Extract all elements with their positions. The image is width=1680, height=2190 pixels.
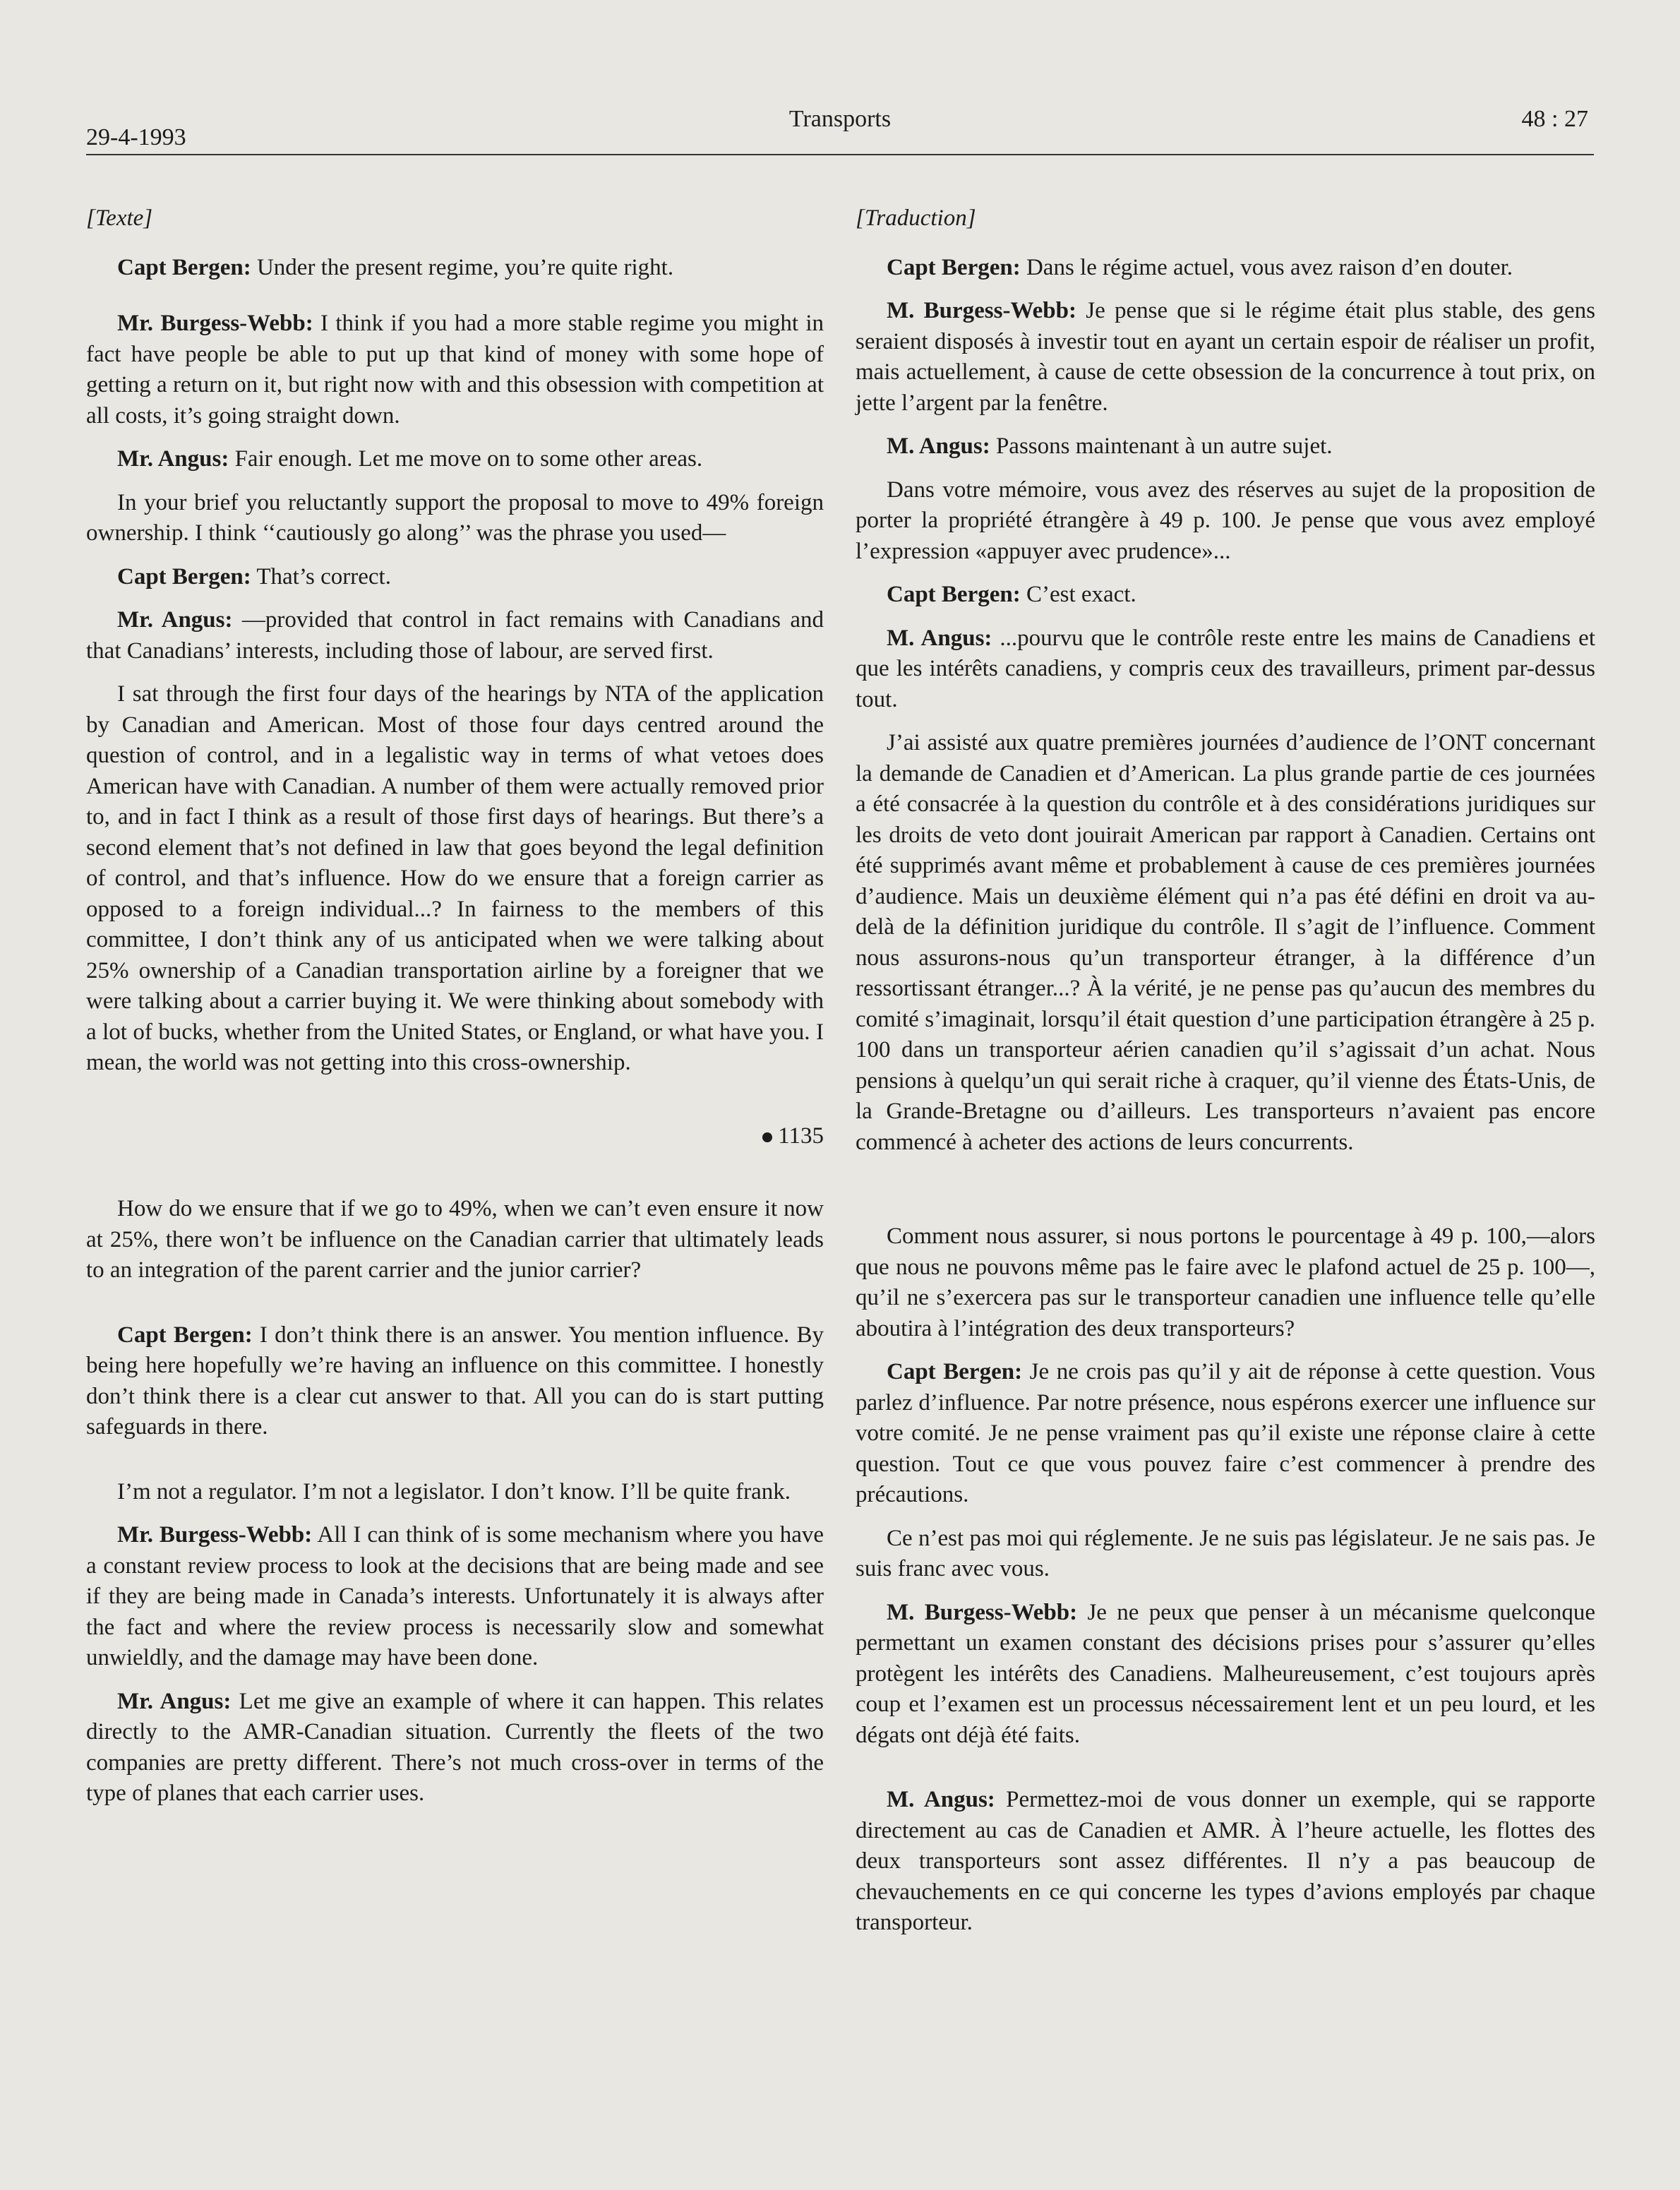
speech-text: Je ne crois pas qu’il y ait de réponse à cette question. Vous parlez d’influence. Par notre présence, nous espérons exercer une influence sur votre comité. Je ne pense vraiment pas qu’il existe une réponse claire à cette question. Tout ce que vous pouvez faire c’est commencer à prendre des précautions. (856, 1359, 1596, 1507)
paragraph: Ce n’est pas moi qui réglemente. Je ne suis pas législateur. Je ne sais pas. Je suis franc avec vous. (856, 1525, 1595, 1581)
speech-text: Fair enough. Let me move on to some other areas. (229, 446, 703, 472)
speaker-name: Mr. Angus: (117, 446, 229, 472)
speech-text: All I can think of is some mechanism where you have a constant review process to look at the decisions that are being made and see if they are being made in Canada’s interests. Unfortunately it is always after the fact and where the review process is necessarily slow and somewhat unwieldly, and the damage may have been done. (86, 1522, 824, 1670)
paragraph: I sat through the first four days of the hearings by NTA of the application by Canadian and American. Most of those four days centred around the question of control, and in a legalistic way in terms of what vetoes does American have with Canadian. A number of them were actually removed prior to, and in fact I think as a result of those first days of hearings. But there’s a second element that’s not defined in law that goes beyond the legal definition of control, and that’s influence. How do we ensure that a foreign carrier as opposed to a foreign individual...? In fairness to the members of this committee, I don’t think any of us anticipated when we were talking about 25% ownership of a Canadian transportation airline by a foreigner that we were talking about a carrier buying it. We were thinking about somebody with a lot of bucks, whether from the United States, or England, or what have you. I mean, the world was not getting into this cross-ownership. (86, 681, 824, 1075)
column-label: [Traduction] (856, 205, 976, 231)
speaker-name: Capt Bergen: (887, 254, 1021, 280)
paragraph: I’m not a regulator. I’m not a legislator. I don’t know. I’ll be quite frank. (117, 1478, 791, 1504)
paragraph (856, 623, 1595, 716)
paragraph (856, 431, 1595, 462)
speech-text: Je ne peux que penser à un mécanisme quelconque permettant un examen constant des décisions prises pour s’assurer qu’elles protègent les intérêts des Canadiens. Malheureusement, c’est toujours après coup et l’examen est un processus nécessairement lent et un peu lourd, et les dégats ont déjà été faits. (856, 1599, 1596, 1748)
paragraph (86, 562, 824, 593)
paragraph (856, 1357, 1595, 1511)
speech-text: C’est exact. (1020, 582, 1136, 607)
header-date: 29-4-1993 (86, 124, 186, 150)
column-label: [Texte] (86, 205, 153, 231)
paragraph: How do we ensure that if we go to 49%, when we can’t even ensure it now at 25%, there won’t be influence on the Canadian carrier that ultimately leads to an integration of the parent carrier and the junior carrier? (86, 1196, 824, 1283)
speaker-name: Capt Bergen: (117, 1322, 253, 1348)
header-title: Transports (788, 106, 892, 132)
time-marker-value: 1135 (778, 1123, 824, 1149)
paragraph: In your brief you reluctantly support the proposal to move to 49% foreign ownership. I think ‘‘cautiously go along’’ was the phrase you used— (86, 489, 824, 546)
speech-text: Under the present regime, you’re quite right. (251, 254, 674, 280)
header-rule (86, 154, 1594, 155)
paragraph (86, 253, 824, 284)
speaker-name: Capt Bergen: (887, 1359, 1023, 1384)
paragraph (856, 253, 1595, 284)
speaker-name: Capt Bergen: (117, 254, 251, 280)
speaker-name: Capt Bergen: (887, 582, 1021, 607)
paragraph: Comment nous assurer, si nous portons le pourcentage à 49 p. 100,—alors que nous ne pouvons même pas le faire avec le plafond actuel de 25 p. 100—, qu’il ne s’exercera pas sur le transporteur canadien une influence telle qu’elle aboutira à l’intégration des deux transporteurs? (856, 1223, 1595, 1341)
english-column (86, 203, 824, 1822)
speaker-name: Mr. Angus: (117, 607, 233, 633)
speech-text: Permettez-moi de vous donner un exemple, qui se rapporte directement au cas de Canadien et AMR. À l’heure actuelle, les flottes des deux transporteurs sont assez différentes. Il n’y a pas beaucoup de chevauchements en ce qui concerne les types d’avions employés par chaque transporteur. (856, 1787, 1596, 1935)
speech-text: That’s correct. (251, 563, 391, 590)
speaker-name: Capt Bergen: (117, 563, 251, 590)
speech-text: I think if you had a more stable regime you might in fact have people be able to put up that kind of money with some hope of getting a return on it, but right now with and this obsession with competition at all costs, it’s going straight down. (86, 311, 824, 429)
speech-text: Je pense que si le régime était plus stable, des gens seraient disposés à investir tout en ayant un certain espoir de réaliser un profit, mais actuellement, à cause de cette obsession de la concurrence à tout prix, on jette l’argent par la fenêtre. (856, 298, 1596, 416)
paragraph (86, 1687, 824, 1809)
speech-text: Passons maintenant à un autre sujet. (990, 433, 1333, 459)
speech-text: Dans le régime actuel, vous avez raison d’en douter. (1020, 254, 1513, 280)
speaker-name: M. Angus: (887, 1787, 995, 1812)
paragraph (86, 605, 824, 666)
paragraph (86, 1320, 824, 1443)
paragraph (856, 1598, 1595, 1752)
paragraph (856, 1785, 1595, 1939)
speaker-name: M. Burgess-Webb: (887, 298, 1077, 323)
speaker-name: Mr. Burgess-Webb: (117, 1522, 313, 1548)
paragraph (86, 1520, 824, 1674)
paragraph: Dans votre mémoire, vous avez des réserves au sujet de la proposition de porter la propriété étrangère à 49 p. 100. Je pense que vous avez employé l’expression «appuyer avec prudence»... (856, 477, 1595, 564)
paragraph: J’ai assisté aux quatre premières journées d’audience de l’ONT concernant la demande de Canadien et d’American. La plus grande partie de ces journées a été consacrée à la question du contrôle et à des considérations juridiques sur les droits de veto dont jouirait American par rapport à Canadien. Certains ont été supprimés avant même et probablement à cause de ces premières journées d’audience. Mais un deuxième élément qui n’a pas été défini en droit va au-delà de la définition juridique du contrôle. Il s’agit de l’influence. Comment nous assurons-nous qu’un transporteur étranger, à la différence d’un ressortissant étranger...? À la vérité, je ne pense pas qu’aucun des membres du comité s’imaginait, lorsqu’il était question d’une participation étrangère à 25 p. 100 dans un transporteur aérien canadien qu’il s’agissait d’un achat. Nous pensions à quelqu’un qui serait riche à craquer, qu’il vienne des États-Unis, de la Grande-Bretagne ou d’ailleurs. Les transporteurs n’avaient pas encore commencé à acheter des actions de leurs concurrents. (856, 730, 1595, 1155)
paragraph (86, 444, 824, 475)
paragraph (86, 309, 824, 431)
speech-text: I don’t think there is an answer. You mention influence. By being here hopefully we’re having an influence on this committee. I honestly don’t think there is a clear cut answer to that. All you can do is start putting safeguards in there. (86, 1322, 824, 1440)
french-column (856, 203, 1595, 1951)
speech-text: ...pourvu que le contrôle reste entre les mains de Canadiens et que les intérêts canadiens, y compris ceux des travailleurs, priment par-dessus tout. (856, 625, 1595, 712)
time-marker (86, 1121, 824, 1152)
speaker-name: M. Angus: (887, 433, 990, 459)
paragraph (856, 580, 1595, 611)
speaker-name: Mr. Burgess-Webb: (117, 311, 313, 336)
bullet-icon (762, 1132, 772, 1142)
header-page-number: 48 : 27 (1521, 106, 1588, 132)
speaker-name: M. Angus: (887, 625, 992, 651)
speech-text: —provided that control in fact remains with Canadians and that Canadians’ interests, including those of labour, are served first. (86, 607, 824, 664)
speaker-name: Mr. Angus: (117, 1688, 232, 1714)
speaker-name: M. Burgess-Webb: (887, 1599, 1078, 1625)
speech-text: Let me give an example of where it can happen. This relates directly to the AMR-Canadian situation. Currently the fleets of the two companies are pretty different. There’s not much cross-over in terms of the type of planes that each carrier uses. (86, 1688, 824, 1806)
paragraph (856, 296, 1595, 419)
